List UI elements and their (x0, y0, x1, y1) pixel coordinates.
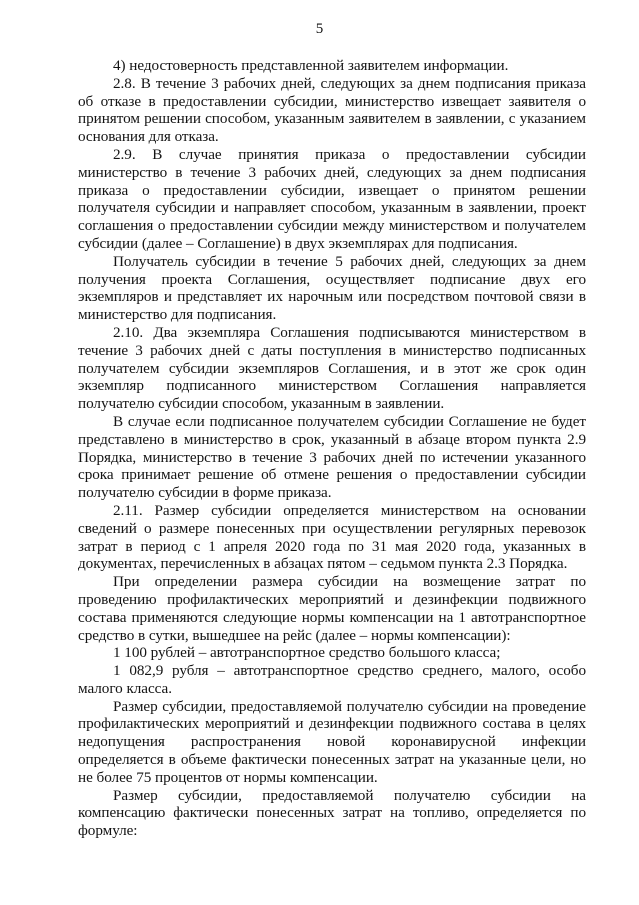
paragraph-not-submitted: В случае если подписанное получателем субсидии Соглашение не будет представлено в министерство в срок, указанный в абзаце втором пункта 2.9 Порядка, министерство в течение 3 рабочих дней по истечении указанного срока принимает решение об отмене решения о предоставлении субсидии получателю субсидии в форме приказа. (78, 412, 586, 502)
paragraph-2-11: 2.11. Размер субсидии определяется министерством на основании сведений о размере понесенных при осуществлении регулярных перевозок затрат в период с 1 апреля 2020 года по 31 мая 2020 года, указанных в документах, перечисленных в абзацах пятом – седьмом пункта 2.3 Порядка. (78, 501, 586, 573)
paragraph-recipient-signing: Получатель субсидии в течение 5 рабочих дней, следующих за днем получения проекта Соглашения, осуществляет подписание двух его экземпляров и представляет их нарочным или посредством почтовой связи в министерство для подписания. (78, 252, 586, 324)
norm-large-class: 1 100 рублей – автотранспортное средство большого класса; (113, 644, 501, 662)
paragraph-2-9: 2.9. В случае принятия приказа о предоставлении субсидии министерство в течение 3 рабочих дней, следующих за днем подписания приказа о предоставлении субсидии, извещает о принятом решении получателя субсидии и направляет способом, указанным в заявлении, проект соглашения о предоставлении субсидии между министерством и получателем субсидии (далее – Соглашение) в двух экземплярах для подписания. (78, 145, 586, 252)
page-number: 5 (315, 21, 324, 37)
paragraph-item-4: 4) недостоверность представленной заявителем информации. (113, 57, 509, 74)
paragraph-compensation-norms: При определении размера субсидии на возмещение затрат по проведению профилактических мероприятий и дезинфекции подвижного состава применяются следующие нормы компенсации на 1 автотранспортное средство в сутки, вышедшее на рейс (далее – нормы компенсации): (78, 573, 586, 644)
paragraph-2-10: 2.10. Два экземпляра Соглашения подписываются министерством в течение 3 рабочих дней с даты поступления в министерство подписанных получателем субсидии экземпляров Соглашения, и в этот же срок один экземпляр подписанного министерством Соглашения направляется получателю субсидии способом, указанным в заявлении. (78, 323, 586, 413)
norm-medium-small-class: 1 082,9 рубля – автотранспортное средство среднего, малого, особо малого класса. (78, 662, 586, 697)
paragraph-2-8: 2.8. В течение 3 рабочих дней, следующих за днем подписания приказа об отказе в предоставлении субсидии, министерство извещает заявителя о принятом решении способом, указанным заявителем в заявлении, с указанием основания для отказа. (78, 74, 586, 146)
paragraph-disinfection-subsidy: Размер субсидии, предоставляемой получателю субсидии на проведение профилактических мероприятий и дезинфекции подвижного состава в целях недопущения распространения новой коронавирусной инфекции определяется в объеме фактически понесенных затрат на указанные цели, но не более 75 процентов от нормы компенсации. (78, 697, 586, 786)
paragraph-fuel-formula: Размер субсидии, предоставляемой получателю субсидии на компенсацию фактически понесенных затрат на топливо, определяется по формуле: (78, 786, 586, 840)
document-body (78, 57, 586, 840)
